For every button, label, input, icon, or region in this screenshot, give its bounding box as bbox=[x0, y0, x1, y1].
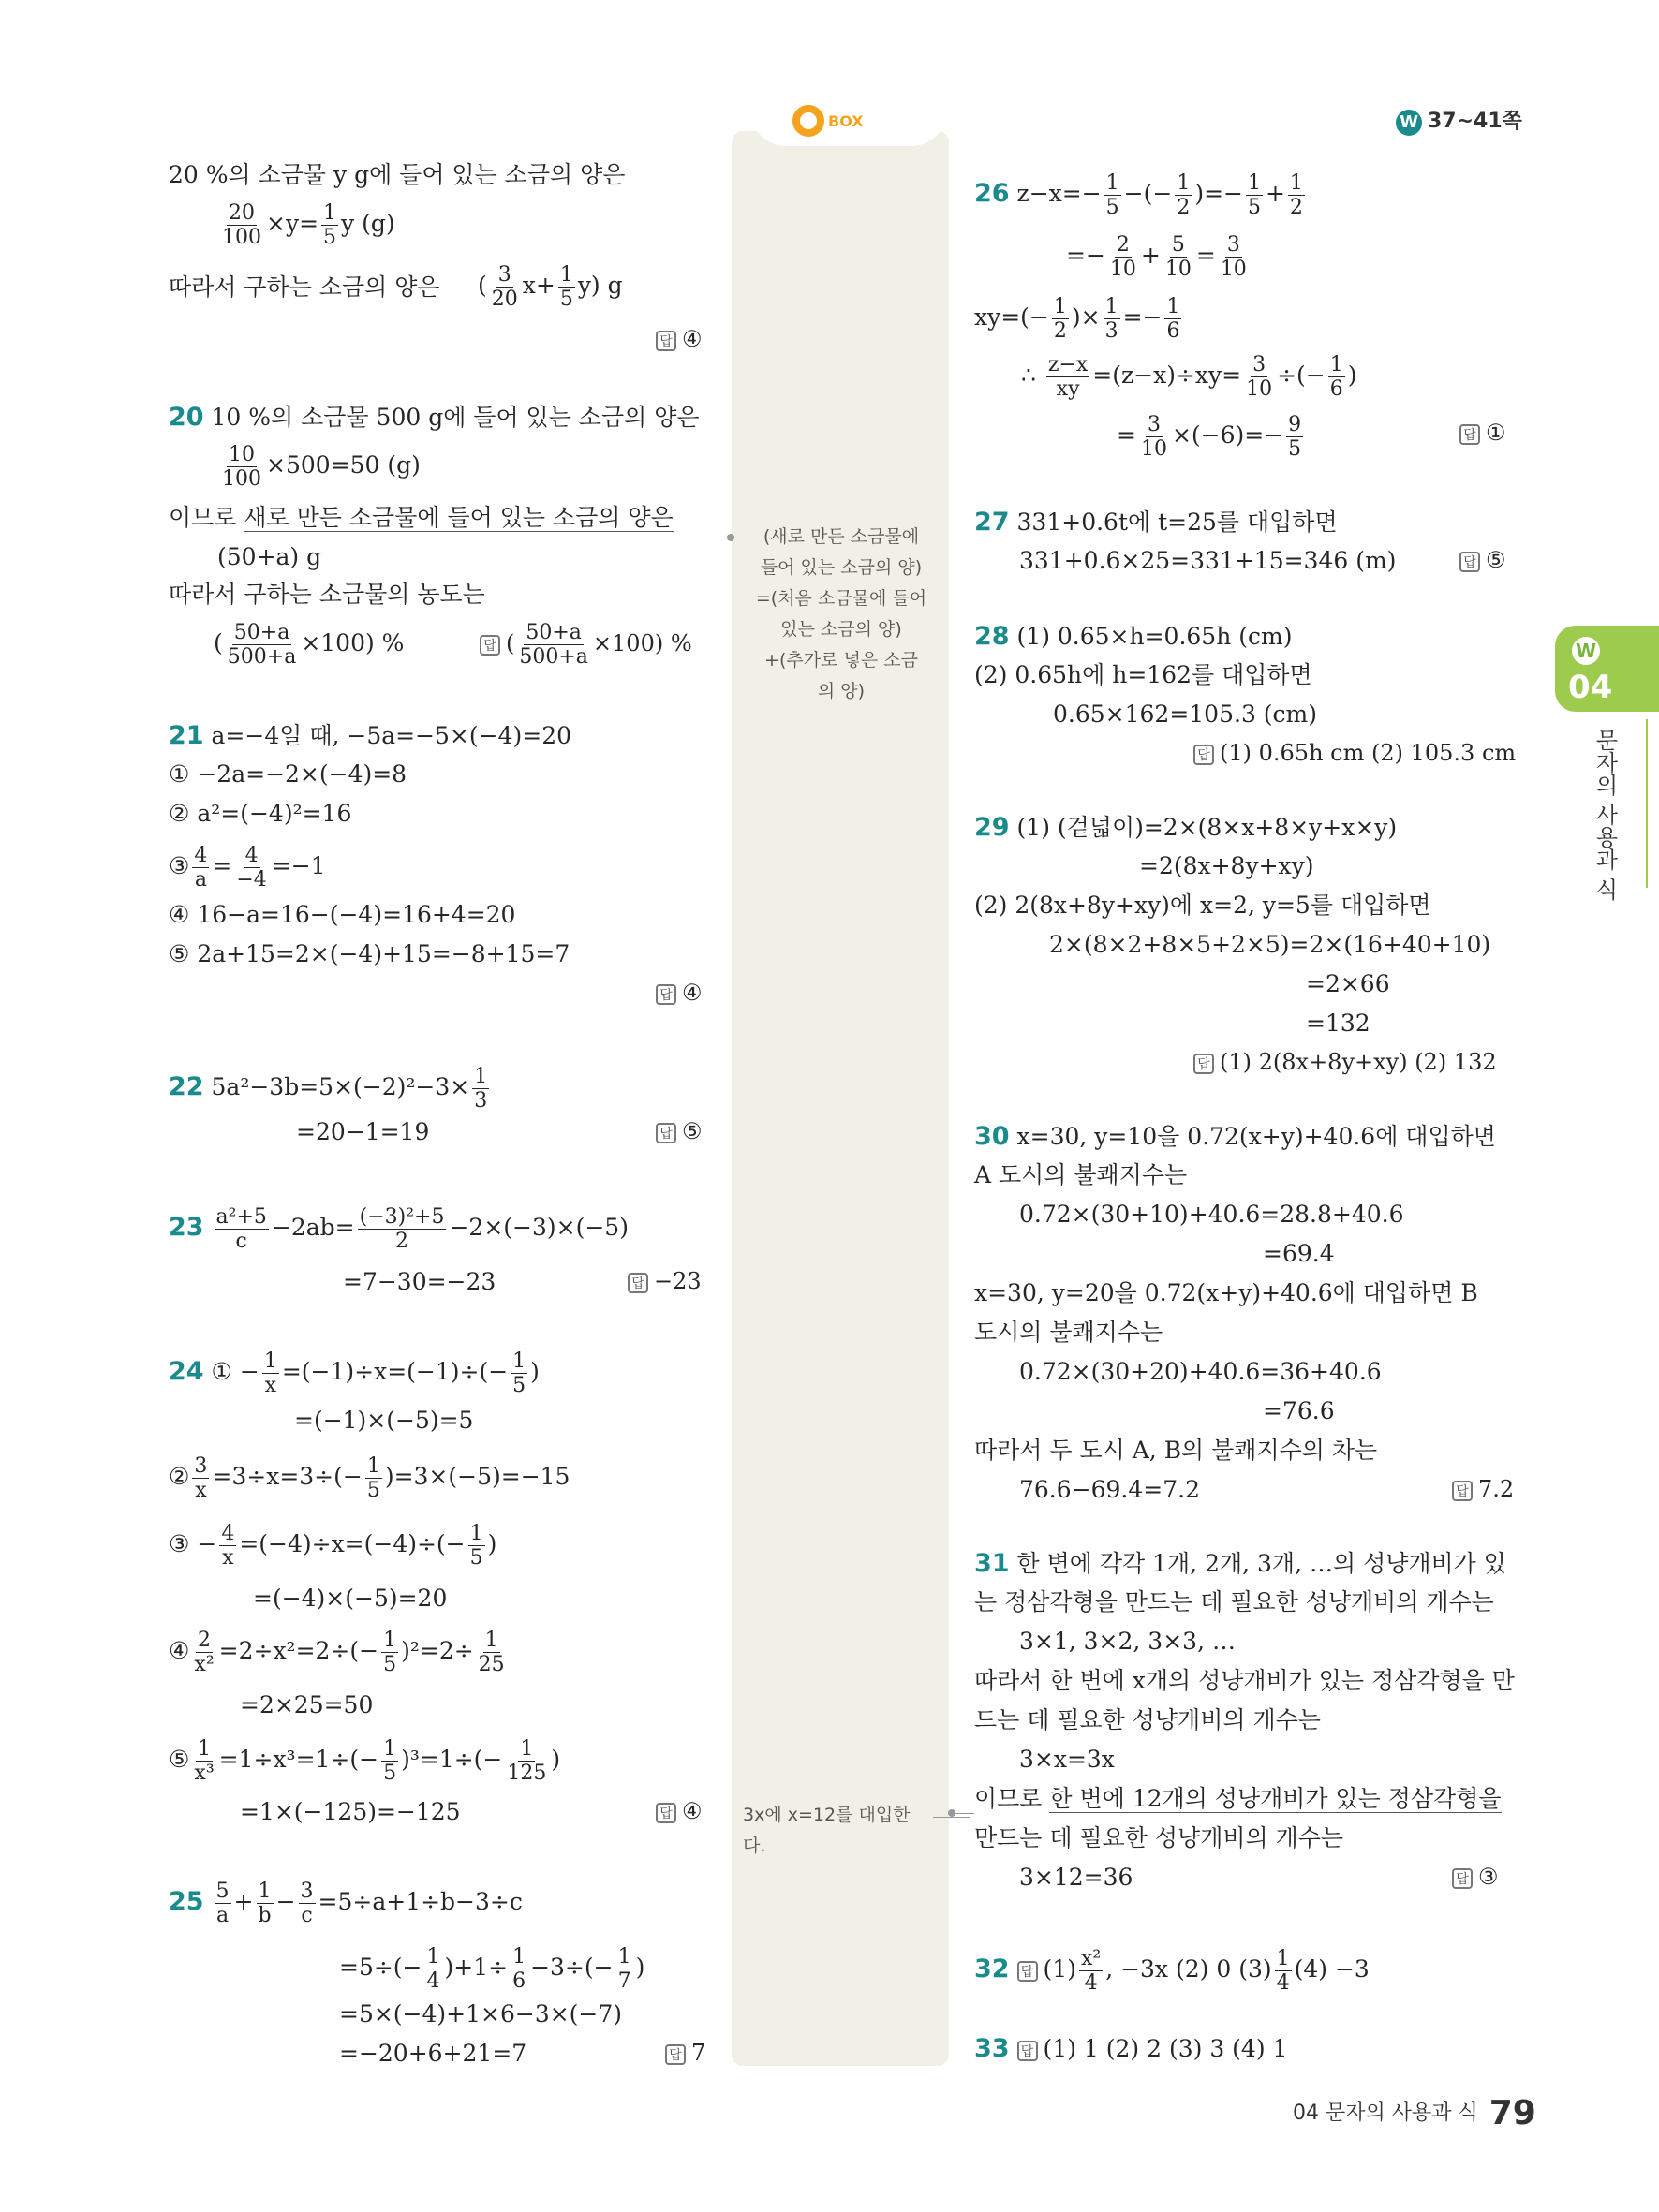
chapter-tab: W 04 bbox=[1555, 626, 1659, 712]
p31-line3: 3×1, 3×2, 3×3, … bbox=[1019, 1628, 1236, 1655]
p30-line3: 0.72×(30+10)+40.6=28.8+40.6 bbox=[1019, 1201, 1404, 1228]
p24-line3: ② $\frac{3}{x}$ =3÷x=3÷(− $\frac{1}{5}$ )=3×(−5)=−15 bbox=[169, 1454, 570, 1503]
p28-line3: 0.65×162=105.3 (cm) bbox=[1053, 700, 1318, 728]
note-20: (새로 만든 소금물에 들어 있는 소금의 양) =(처음 소금물에 들어 있는 소금의 양) +(추가로 넣은 소금 의 양) bbox=[755, 526, 927, 701]
p23-line2: =7−30=−23 bbox=[343, 1268, 496, 1295]
p30-line5: x=30, y=20을 0.72(x+y)+40.6에 대입하면 B bbox=[974, 1279, 1478, 1306]
p21-line1: ① −2a=−2×(−4)=8 bbox=[169, 760, 407, 788]
p31-line4: 따라서 한 변에 x개의 성냥개비가 있는 정삼각형을 만 bbox=[974, 1667, 1515, 1694]
p23-line1: 23 $\frac{\text{a²+5}}{c}$ −2ab= $\frac{\text{(−3)²+5}}{2}$ −2×(−3)×(−5) bbox=[169, 1205, 629, 1254]
p20-line1: 20 10 %의 소금물 500 g에 들어 있는 소금의 양은 bbox=[169, 403, 700, 432]
page-number: 79 bbox=[1489, 2094, 1536, 2132]
q-icon bbox=[792, 105, 824, 137]
p32-line: 32 답 (1) $\frac{\text{x²}}{4}$ , −3x (2) 0 (3) $\frac{1}{4}$ (4) −3 bbox=[974, 1947, 1370, 1996]
p21-line0: 21 a=−4일 때, −5a=−5×(−4)=20 bbox=[169, 721, 572, 750]
p27-line1: 27 331+0.6t에 t=25를 대입하면 bbox=[974, 508, 1338, 537]
p30-line4: =69.4 bbox=[1263, 1240, 1335, 1267]
chapter-title: 문자의 사용과 식 bbox=[1592, 729, 1618, 901]
p19-answer: 답 ④ bbox=[656, 328, 703, 351]
p27-answer: 답 ⑤ bbox=[1459, 549, 1506, 572]
p26-answer: 답 ① bbox=[1459, 421, 1506, 445]
workbook-badge-icon: W bbox=[1396, 110, 1422, 136]
problem-number: 20 bbox=[169, 403, 204, 432]
p25-line4: =−20+6+21=7 bbox=[339, 2040, 527, 2067]
p26-line4: ∴ $\frac{z-x}{xy}$ =(z−x)÷xy= $\frac{3}{10}$ ÷(− $\frac{1}{6}$ ) bbox=[1021, 353, 1357, 402]
p30-line9: 따라서 두 도시 A, B의 불쾌지수의 차는 bbox=[974, 1437, 1378, 1464]
p30-line7: 0.72×(30+20)+40.6=36+40.6 bbox=[1019, 1358, 1382, 1385]
p23-answer: 답 −23 bbox=[628, 1270, 702, 1293]
p26-line1: 26 z−x=− $\frac{1}{5}$ −(− $\frac{1}{2}$ )=− $\frac{1}{5}$ + $\frac{1}{2}$ bbox=[974, 171, 1303, 220]
chapter-tab-line bbox=[1646, 719, 1648, 888]
p30-line8: =76.6 bbox=[1263, 1397, 1335, 1424]
p29-line5: =2×66 bbox=[1306, 970, 1390, 997]
p24-line7: =2×25=50 bbox=[240, 1691, 374, 1718]
p29-line4: 2×(8×2+8×5+2×5)=2×(16+40+10) bbox=[1049, 931, 1491, 958]
p30-line2: A 도시의 불쾌지수는 bbox=[974, 1161, 1188, 1188]
p28-line1: 28 (1) 0.65×h=0.65h (cm) bbox=[974, 622, 1293, 651]
p26-line5: = $\frac{3}{10}$ ×(−6)=− $\frac{9}{5}$ bbox=[1117, 413, 1302, 462]
p25-answer: 답 7 bbox=[665, 2042, 705, 2065]
p21-line4: ④ 16−a=16−(−4)=16+4=20 bbox=[169, 901, 516, 928]
p30-line10: 76.6−69.4=7.2 bbox=[1019, 1476, 1200, 1503]
p22-line1: 22 5a²−3b=5×(−2)²−3× $\frac{1}{3}$ bbox=[169, 1065, 488, 1113]
p24-line5: =(−4)×(−5)=20 bbox=[253, 1585, 448, 1612]
p33-line: 33 답 (1) 1 (2) 2 (3) 3 (4) 1 bbox=[974, 2034, 1288, 2063]
page-footer: 04 문자의 사용과 식 79 bbox=[1293, 2094, 1536, 2132]
p31-line8: 만드는 데 필요한 성냥개비의 개수는 bbox=[974, 1824, 1344, 1851]
p29-line6: =132 bbox=[1306, 1010, 1370, 1037]
p24-line8: ⑤ $\frac{1}{\text{x³}}$ =1÷x³=1÷(− $\frac{1}{5}$ )³=1÷(− $\frac{1}{125}$ ) bbox=[169, 1737, 561, 1786]
p24-line1: 24 ① − $\frac{1}{x}$ =(−1)÷x=(−1)÷(− $\frac{1}{5}$ ) bbox=[169, 1349, 540, 1398]
p28-line2: (2) 0.65h에 h=162를 대입하면 bbox=[974, 661, 1312, 688]
p25-line1: 25 $\frac{5}{a}$ + $\frac{1}{b}$ − $\frac{3}{c}$ =5÷a+1÷b−3÷c bbox=[169, 1880, 523, 1928]
p20-expression: ( $\frac{50+a}{500+a}$ ×100) % bbox=[214, 621, 405, 670]
p24-line9: =1×(−125)=−125 bbox=[240, 1798, 461, 1825]
p22-line2: =20−1=19 bbox=[296, 1118, 430, 1145]
p20-eq: $\frac{10}{100}$ ×500=50 (g) bbox=[222, 443, 421, 492]
p25-line3: =5×(−4)+1×6−3×(−7) bbox=[339, 2000, 623, 2028]
p31-answer: 답 ③ bbox=[1452, 1865, 1499, 1889]
p19-eq1: $\frac{20}{100}$ ×y= $\frac{1}{5}$ y (g) bbox=[222, 201, 395, 250]
p21-answer: 답 ④ bbox=[656, 981, 703, 1005]
p31-line6: 3×x=3x bbox=[1019, 1746, 1115, 1773]
note-31: 3x에 x=12를 대입한 다. bbox=[743, 1805, 911, 1856]
p30-line6: 도시의 불쾌지수는 bbox=[974, 1319, 1163, 1346]
p26-line2: =− $\frac{2}{10}$ + $\frac{5}{10}$ = $\frac{3}{10}$ bbox=[1066, 233, 1247, 282]
p29-line2: =2(8x+8y+xy) bbox=[1139, 852, 1314, 879]
qbox-logo: BOX bbox=[792, 105, 864, 137]
p20-line4: (50+a) g bbox=[217, 543, 322, 570]
p21-line3: ③ $\frac{4}{a}$ = $\frac{4}{-4}$ =−1 bbox=[169, 844, 326, 892]
note20-dot bbox=[727, 534, 734, 541]
p27-line2: 331+0.6×25=331+15=346 (m) bbox=[1019, 547, 1397, 574]
p31-line1: 31 한 변에 각각 1개, 2개, 3개, …의 성냥개비가 있 bbox=[974, 1549, 1506, 1578]
note31-connector bbox=[952, 1813, 974, 1814]
p31-line9: 3×12=36 bbox=[1019, 1864, 1133, 1891]
p21-line2: ② a²=(−4)²=16 bbox=[169, 800, 352, 827]
p19-eq3: ( $\frac{3}{20}$ x+ $\frac{1}{5}$ y) g bbox=[478, 263, 623, 312]
p31-line7: 이므로 한 변에 12개의 성냥개비가 있는 정삼각형을 bbox=[974, 1785, 1502, 1812]
p22-answer: 답 ⑤ bbox=[656, 1120, 703, 1143]
margin-notes-strip bbox=[732, 131, 949, 2066]
p30-line1: 30 x=30, y=10을 0.72(x+y)+40.6에 대입하면 bbox=[974, 1122, 1496, 1151]
page-reference: W 37~41쪽 bbox=[1396, 105, 1522, 136]
p24-answer: 답 ④ bbox=[656, 1800, 703, 1823]
p25-line2: =5÷(− $\frac{1}{4}$ )+1÷ $\frac{1}{6}$ −3÷(− $\frac{1}{7}$ ) bbox=[339, 1945, 645, 1994]
p24-line6: ④ $\frac{2}{\text{x²}}$ =2÷x²=2÷(− $\frac{1}{5}$ )²=2÷ $\frac{1}{25}$ bbox=[169, 1629, 505, 1677]
p31-line2: 는 정삼각형을 만드는 데 필요한 성냥개비의 개수는 bbox=[974, 1588, 1494, 1615]
p29-line3: (2) 2(8x+8y+xy)에 x=2, y=5를 대입하면 bbox=[974, 892, 1431, 919]
p20-line5: 따라서 구하는 소금물의 농도는 bbox=[169, 581, 485, 608]
p21-line5: ⑤ 2a+15=2×(−4)+15=−8+15=7 bbox=[169, 940, 570, 967]
p19-line3: 따라서 구하는 소금의 양은 bbox=[169, 273, 440, 301]
p26-line3: xy=(− $\frac{1}{2}$ )× $\frac{1}{3}$ =− $\frac{1}{6}$ bbox=[974, 295, 1180, 344]
p28-answer: 답 (1) 0.65h cm (2) 105.3 cm bbox=[1193, 742, 1516, 765]
p30-answer: 답 7.2 bbox=[1452, 1478, 1514, 1501]
p29-line1: 29 (1) (겉넓이)=2×(8×x+8×y+x×y) bbox=[974, 813, 1398, 842]
p20-answer: 답 ( $\frac{50+a}{500+a}$ ×100) % bbox=[480, 622, 692, 668]
p31-line5: 드는 데 필요한 성냥개비의 개수는 bbox=[974, 1706, 1321, 1733]
p24-line4: ③ − $\frac{4}{x}$ =(−4)÷x=(−4)÷(− $\frac{1}{5}$ ) bbox=[169, 1522, 497, 1571]
p20-line3: 이므로 새로 만든 소금물에 들어 있는 소금의 양은 bbox=[169, 504, 674, 531]
p24-line2: =(−1)×(−5)=5 bbox=[294, 1407, 474, 1434]
p29-answer: 답 (1) 2(8x+8y+xy) (2) 132 bbox=[1193, 1051, 1497, 1074]
p19-line1: 20 %의 소금물 y g에 들어 있는 소금의 양은 bbox=[169, 161, 626, 188]
